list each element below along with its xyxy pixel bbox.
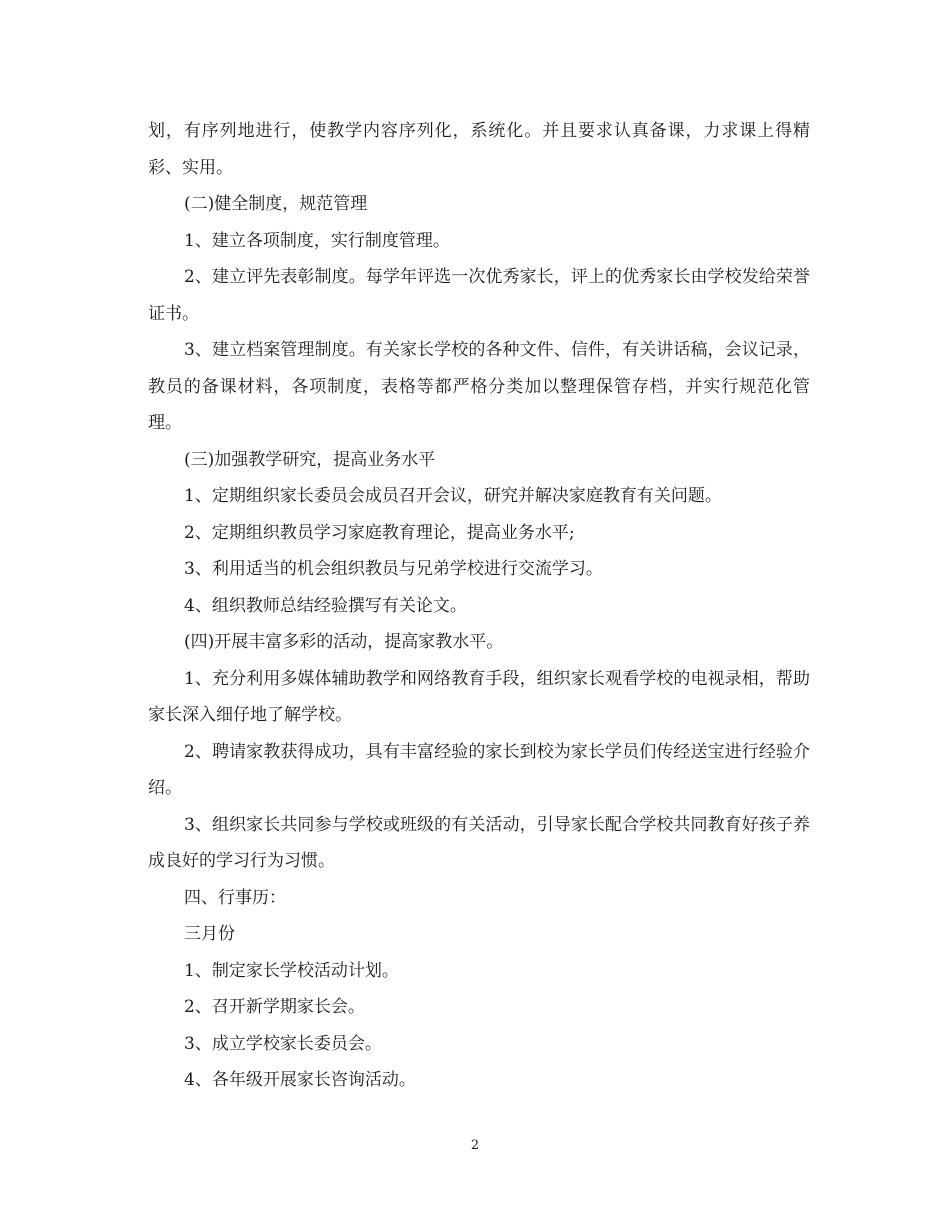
list-item: 2、建立评先表彰制度。每学年评选一次优秀家长，评上的优秀家长由学校发给荣誉证书。 [148,267,810,324]
list-item: 2、聘请家教获得成功，具有丰富经验的家长到校为家长学员们传经送宝进行经验介绍。 [148,741,810,798]
list-item: 1、充分利用多媒体辅助教学和网络教育手段，组织家长观看学校的电视录相，帮助家长深入细仔地了解学校。 [148,668,810,725]
document-body [148,113,810,1099]
section-heading-3: (三)加强教学研究，提高业务水平 [184,449,436,470]
list-item: 1、制定家长学校活动计划。 [184,960,399,981]
section-heading-2: (二)健全制度，规范管理 [184,194,368,214]
list-item: 3、建立档案管理制度。有关家长学校的各种文件、信件，有关讲话稿，会议记录，教员的备课材料，各项制度，表格等都严格分类加以整理保管存档，并实行规范化管理。 [148,340,810,433]
list-item: 3、利用适当的机会组织教员与兄弟学校进行交流学习。 [184,559,603,579]
list-item: 3、成立学校家长委员会。 [184,1033,382,1054]
section-heading-calendar: 四、行事历： [184,887,286,908]
list-item: 3、组织家长共同参与学校或班级的有关活动，引导家长配合学校共同教育好孩子养成良好的学习行为习惯。 [148,814,810,871]
list-item: 4、组织教师总结经验撰写有关论文。 [184,595,467,616]
month-heading: 三月份 [184,924,235,944]
list-item: 4、各年级开展家长咨询活动。 [184,1070,416,1090]
page-number: 2 [470,1138,480,1153]
list-item: 1、定期组织家长委员会成员召开会议，研究并解决家庭教育有关问题。 [184,486,722,506]
list-item: 2、召开新学期家长会。 [184,997,365,1017]
paragraph-continuation: 划，有序列地进行，使教学内容序列化，系统化。并且要求认真备课，力求课上得精彩、实用。 [148,121,810,178]
list-item: 1、建立各项制度，实行制度管理。 [184,230,450,251]
section-heading-4: (四)开展丰富多彩的活动，提高家教水平。 [184,632,504,652]
list-item: 2、定期组织教员学习家庭教育理论，提高业务水平; [184,522,575,543]
